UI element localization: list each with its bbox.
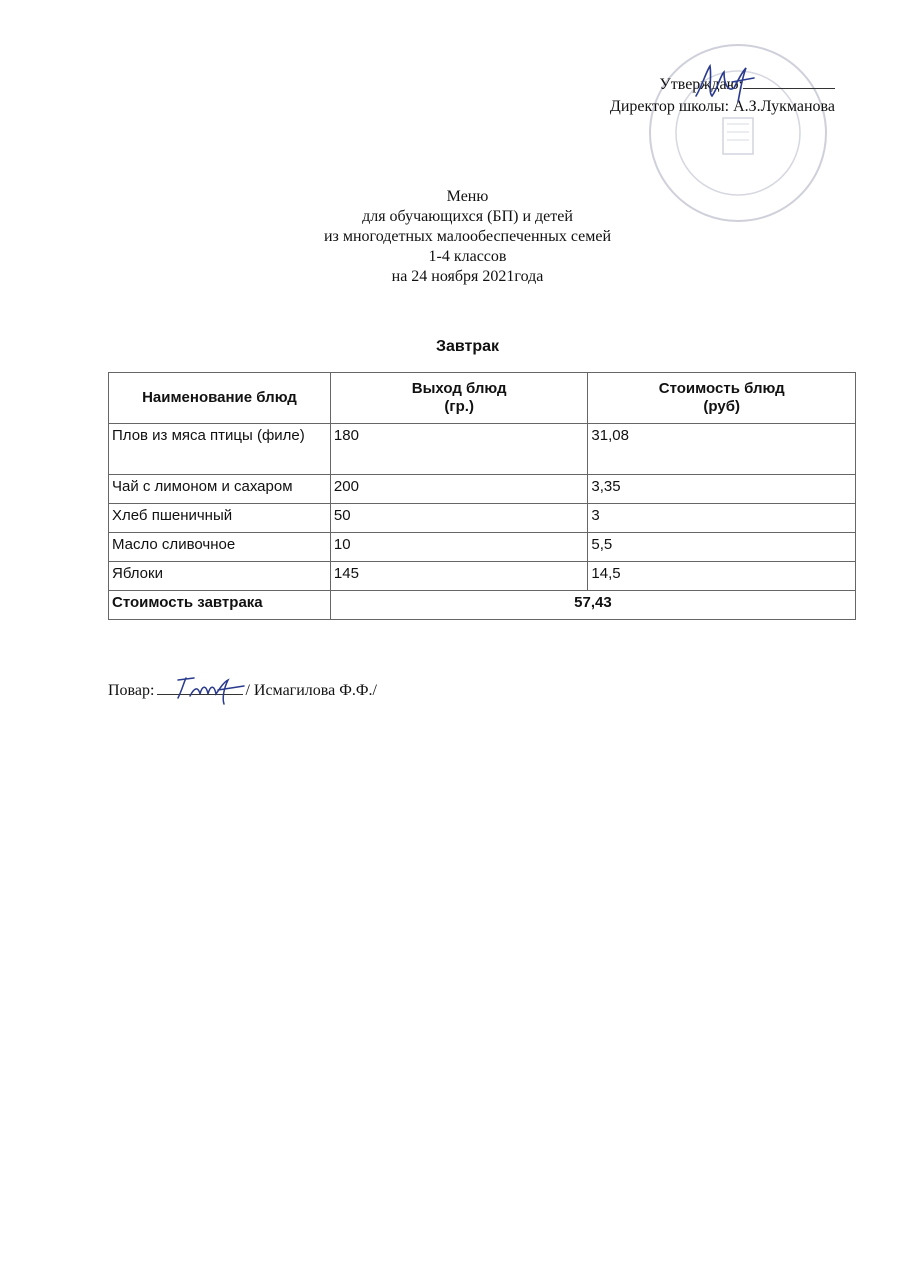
dish-weight: 200: [330, 475, 588, 504]
table-header-row: [109, 373, 856, 424]
dish-cost: 3,35: [588, 475, 856, 504]
cook-signature: [172, 672, 248, 706]
title-line-3: из многодетных малообеспеченных семей: [323, 228, 612, 245]
approval-position: Директор школы: А.З.Лукманова: [609, 98, 835, 115]
dish-weight: 180: [330, 424, 588, 475]
document-title: [0, 187, 897, 287]
table-row: [109, 475, 856, 504]
total-row: [109, 591, 856, 620]
header-dish-name: Наименование блюд: [109, 373, 331, 424]
dish-name: Яблоки: [109, 562, 331, 591]
title-line-1: Меню: [446, 188, 489, 205]
menu-table: [108, 372, 856, 620]
table-row: [109, 562, 856, 591]
dish-name: Хлеб пшеничный: [109, 504, 331, 533]
title-line-5: на 24 ноября 2021года: [391, 268, 544, 285]
dish-cost: 3: [588, 504, 856, 533]
header-cost: Стоимость блюд (руб): [588, 373, 856, 424]
total-value: 57,43: [330, 591, 855, 620]
dish-name: Плов из мяса птицы (филе): [109, 424, 331, 475]
meal-heading: Завтрак: [435, 338, 500, 355]
dish-cost: 14,5: [588, 562, 856, 591]
dish-name: Чай с лимоном и сахаром: [109, 475, 331, 504]
dish-name: Масло сливочное: [109, 533, 331, 562]
total-label: Стоимость завтрака: [109, 591, 331, 620]
title-line-4: 1-4 классов: [428, 248, 507, 265]
table-row: [109, 424, 856, 475]
cook-name: / Исмагилова Ф.Ф./: [245, 682, 377, 699]
header-weight: Выход блюд (гр.): [330, 373, 588, 424]
dish-cost: 31,08: [588, 424, 856, 475]
director-signature: [688, 58, 758, 106]
table-row: [109, 504, 856, 533]
dish-weight: 10: [330, 533, 588, 562]
approval-label: Утверждаю:: [659, 76, 743, 93]
cook-label: Повар:: [108, 682, 155, 699]
table-row: [109, 533, 856, 562]
dish-weight: 50: [330, 504, 588, 533]
dish-weight: 145: [330, 562, 588, 591]
title-line-2: для обучающихся (БП) и детей: [362, 208, 573, 225]
dish-cost: 5,5: [588, 533, 856, 562]
